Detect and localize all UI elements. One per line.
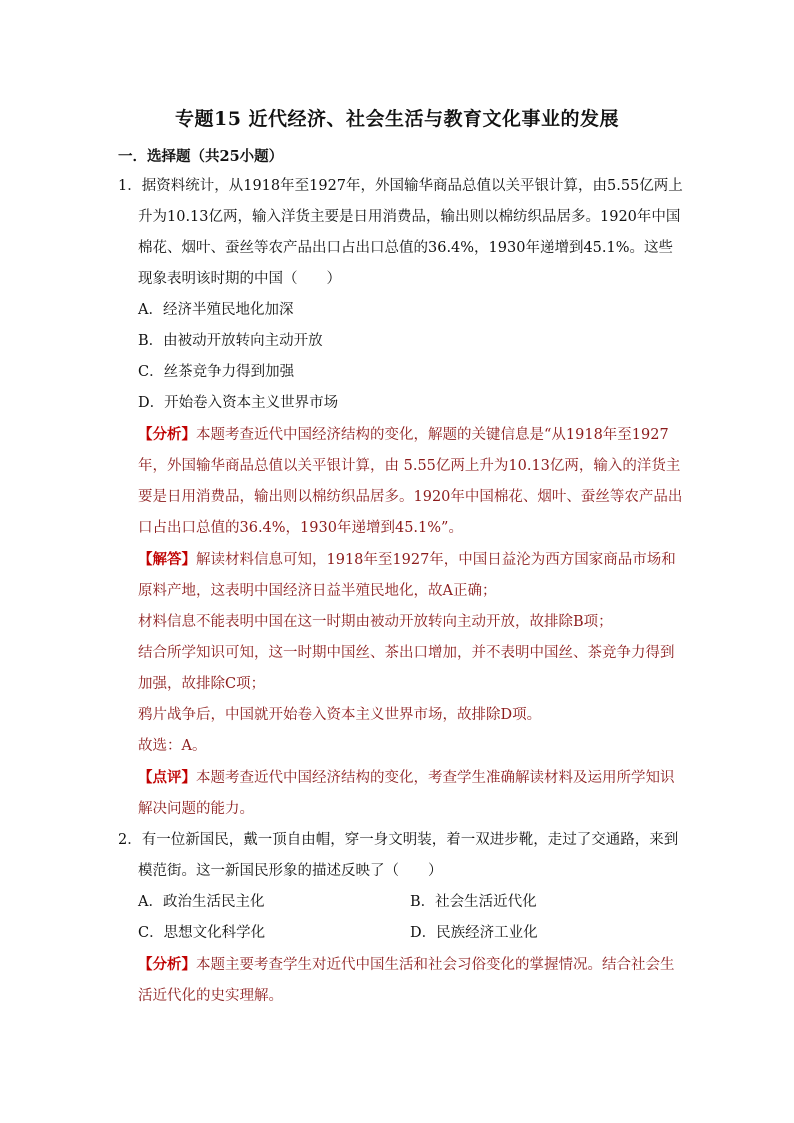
page-title: 专题15 近代经济、社会生活与教育文化事业的发展 [174, 108, 620, 130]
analysis-tag: 【分析】 [138, 956, 196, 973]
answer-line: 结合所学知识可知，这一时期中国丝、茶出口增加，并不表明中国丝、茶竞争力得到加强，故排除C项； [138, 645, 675, 692]
question-1-answer [118, 544, 683, 607]
comment-text: 本题考查近代中国经济结构的变化，考查学生准确解读材料及运用所学知识解决问题的能力。 [138, 770, 675, 817]
question-1-comment [118, 762, 683, 825]
analysis-tag: 【分析】 [138, 426, 196, 443]
question-2-options-row-1 [118, 887, 683, 918]
answer-line: 鸦片战争后，中国就开始卷入资本主义世界市场，故排除D项。 [138, 707, 542, 723]
question-1-option-d: D．开始卷入资本主义世界市场 [138, 395, 339, 411]
question-1-analysis [118, 419, 683, 544]
comment-tag: 【点评】 [138, 769, 196, 786]
answer-line: 材料信息不能表明中国在这一时期由被动开放转向主动开放，故排除B项； [138, 614, 613, 630]
question-2-stem: 2．有一位新国民，戴一顶自由帽，穿一身文明装，着一双进步靴，走过了交通路，来到模范街。这一新国民形象的描述反映了（ ） [118, 832, 679, 879]
question-1-stem: 1．据资料统计，从1918年至1927年，外国输华商品总值以关平银计算，由5.55亿两上升为10.13亿两，输入洋货主要是日用消费品，输出则以棉纺织品居多。1920年中国棉花、烟叶、蚕丝等农产品出口占出口总值的36.4%，1930年递增到45.1%。这些现象表明该时期的中国（ ） [118, 178, 683, 287]
question-2-option-a: A．政治生活民主化 [138, 894, 265, 910]
question-2 [118, 825, 683, 1012]
question-2-analysis [118, 949, 683, 1012]
question-2-option-b: B．社会生活近代化 [410, 894, 537, 910]
question-2-options-row-2 [118, 918, 683, 949]
analysis-text: 本题考查近代中国经济结构的变化，解题的关键信息是“从1918年至1927年，外国输华商品总值以关平银计算，由 5.55亿两上升为10.13亿两，输入的洋货主要是日用消费品，输出则以棉纺织品居多。1920年中国棉花、烟叶、蚕丝等农产品出口占出口总值的36.4%，1930年递增到45.1%”。 [138, 427, 683, 536]
question-1-option-b: B．由被动开放转向主动开放 [138, 333, 323, 349]
question-1-option-a: A．经济半殖民地化加深 [138, 302, 294, 318]
question-2-option-c: C．思想文化科学化 [138, 925, 266, 941]
analysis-text: 本题主要考查学生对近代中国生活和社会习俗变化的掌握情况。结合社会生活近代化的史实理解。 [138, 957, 675, 1004]
question-1-option-c: C．丝茶竞争力得到加强 [138, 364, 295, 380]
question-2-option-d: D．民族经济工业化 [410, 925, 538, 941]
section-heading: 一．选择题（共25小题） [118, 148, 284, 165]
answer-choice: 故选：A。 [138, 738, 207, 754]
question-1 [118, 171, 683, 825]
answer-tag: 【解答】 [138, 551, 196, 568]
answer-line: 解读材料信息可知，1918年至1927年，中国日益沦为西方国家商品市场和原料产地，这表明中国经济日益半殖民地化，故A正确； [138, 552, 676, 599]
